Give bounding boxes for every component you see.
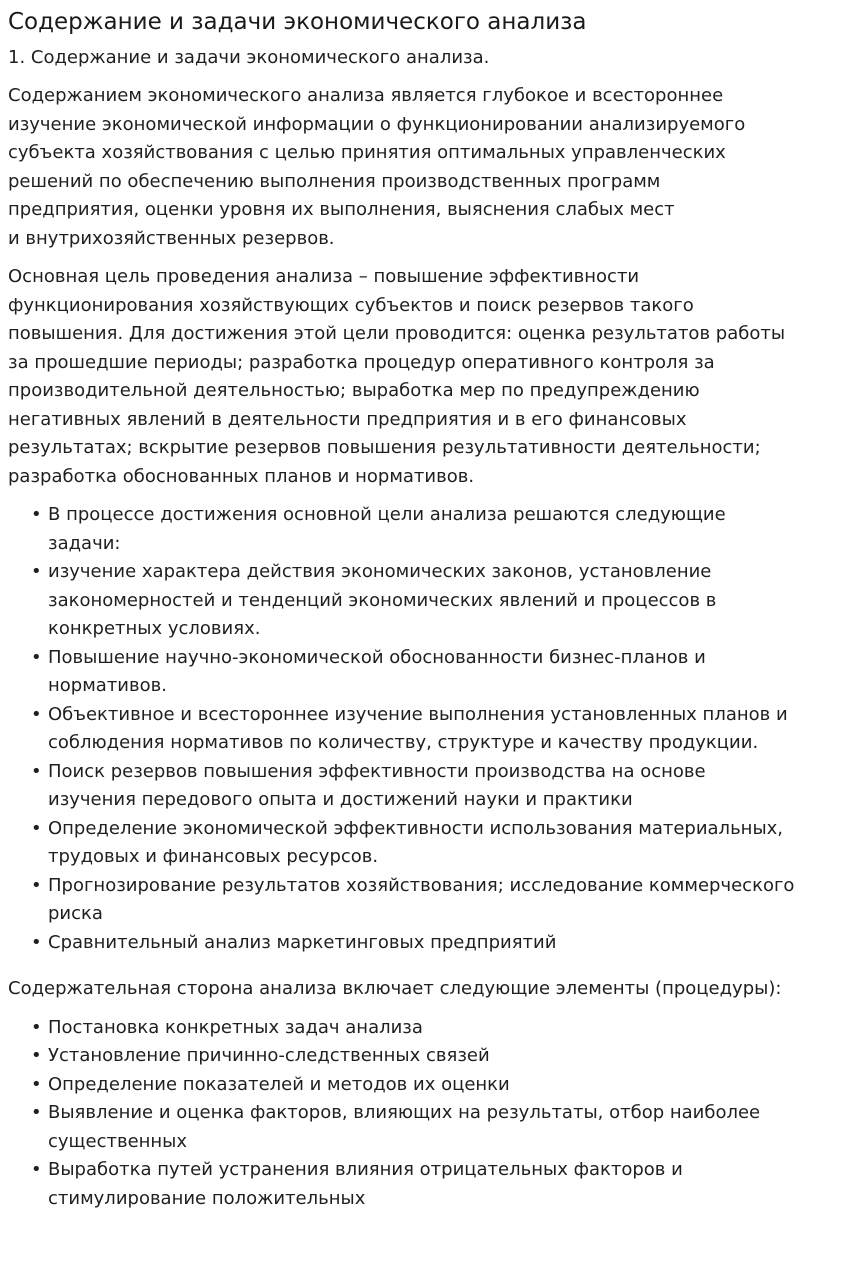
list-item-text: Сравнительный анализ маркетинговых предприятий (48, 931, 557, 953)
bullet-icon: • (31, 504, 42, 525)
bullet-icon: • (31, 817, 42, 839)
bullet-icon: • (31, 1102, 42, 1123)
list-item-text: Определение экономической эффективности использования материальных, трудовых и финансовых ресурсов. (48, 817, 784, 867)
list-item (31, 1014, 839, 1043)
bullet-icon: • (31, 760, 42, 782)
list-item (31, 1042, 839, 1071)
bullet-icon: • (31, 1016, 42, 1038)
bullet-icon: • (31, 646, 42, 668)
list-item (31, 758, 839, 815)
list-item-text: Объективное и всестороннее изучение выполнения установленных планов и соблюдения нормативов по количеству, структуре и качеству продукции. (48, 703, 788, 753)
bullet-icon: • (31, 1045, 42, 1066)
list-item (31, 929, 839, 958)
list-item (31, 701, 839, 758)
bullet-icon: • (31, 931, 42, 953)
list-item-text: Постановка конкретных задач анализа (48, 1016, 423, 1038)
list-item (31, 1156, 839, 1213)
list-item-text: Прогнозирование результатов хозяйствования; исследование коммерческого риска (48, 874, 795, 924)
list-item-text: Выработка путей устранения влияния отрицательных факторов и стимулирование положительных (48, 1159, 683, 1209)
list-item-text: В процессе достижения основной цели анализа решаются следующие задачи: (48, 504, 726, 554)
paragraph-goal: Основная цель проведения анализа – повышение эффективности функционирования хозяйствующих субъектов и поиск резервов такого повышения. Для достижения этой цели проводится: оценка результатов работы за прошедшие периоды; разработка процедур оперативного контроля за производительной деятельностью; выработка мер по предупреждению негативных явлений в деятельности предприятия и в его финансовых результатах; вскрытие резервов повышения результативности деятельности; разработка обоснованных планов и нормативов. (8, 266, 786, 487)
procedures-list (8, 1014, 839, 1214)
list-item (31, 501, 839, 558)
list-item-text: Установление причинно-следственных связей (48, 1045, 490, 1066)
list-item-text: Повышение научно-экономической обоснованности бизнес-планов и нормативов. (48, 646, 706, 696)
list-item (31, 872, 839, 929)
tasks-list (8, 501, 839, 957)
page-title: Содержание и задачи экономического анализа (8, 9, 587, 35)
list-item-text: изучение характера действия экономических законов, установление закономерностей и тенденций экономических явлений и процессов в конкретных условиях. (48, 561, 717, 639)
paragraph-content: Содержанием экономического анализа является глубокое и всестороннее изучение экономической информации о функционировании анализируемого субъекта хозяйствования с целью принятия оптимальных управленческих решений по обеспечению выполнения производственных программ предприятия, оценки уровня их выполнения, выяснения слабых мест и внутрихозяйственных резервов. (8, 85, 746, 249)
list-item (31, 1071, 839, 1100)
bullet-icon: • (31, 1159, 42, 1180)
bullet-icon: • (31, 703, 42, 725)
bullet-icon: • (31, 1073, 42, 1095)
list-item (31, 644, 839, 701)
procedures-intro: Содержательная сторона анализа включает следующие элементы (процедуры): (8, 978, 782, 999)
bullet-icon: • (31, 561, 42, 582)
list-item (31, 558, 839, 644)
list-item-text: Определение показателей и методов их оценки (48, 1073, 510, 1095)
section-heading: 1. Содержание и задачи экономического анализа. (8, 47, 490, 68)
list-item (31, 1099, 839, 1156)
bullet-icon: • (31, 874, 42, 896)
list-item (31, 815, 839, 872)
list-item-text: Поиск резервов повышения эффективности производства на основе изучения передового опыта и достижений науки и практики (48, 760, 706, 810)
list-item-text: Выявление и оценка факторов, влияющих на результаты, отбор наиболее существенных (48, 1102, 761, 1152)
